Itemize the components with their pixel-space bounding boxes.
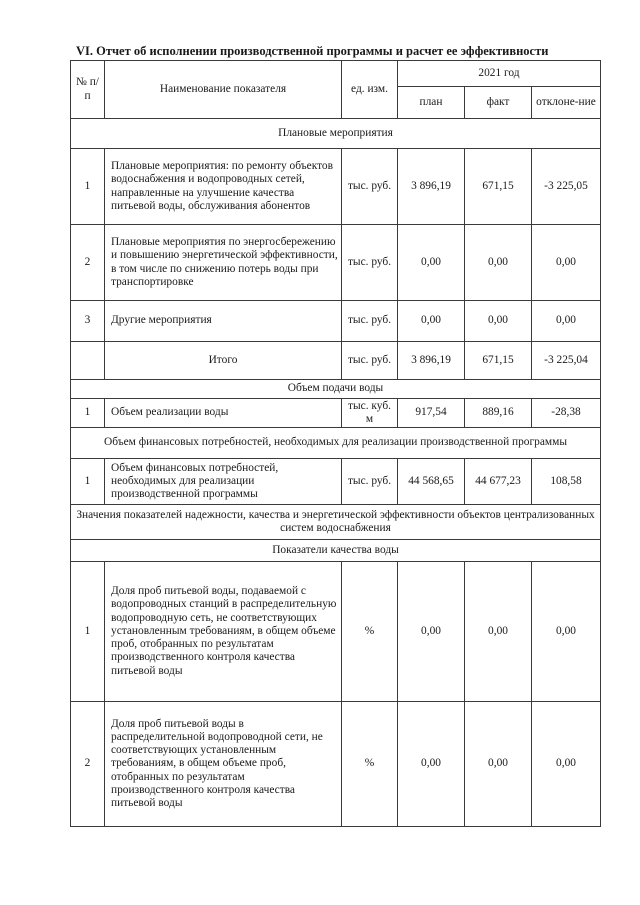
- row-name: Другие мероприятия: [105, 301, 342, 342]
- total-unit: тыс. руб.: [342, 342, 398, 380]
- row-fact: 889,16: [465, 399, 532, 428]
- total-plan: 3 896,19: [398, 342, 465, 380]
- row-plan: 0,00: [398, 702, 465, 827]
- row-unit: тыс. руб.: [342, 301, 398, 342]
- row-unit: тыс. руб.: [342, 459, 398, 505]
- report-table: [70, 60, 601, 827]
- section-title: Показатели качества воды: [71, 540, 601, 562]
- header-deviation: отклоне-ние: [532, 87, 601, 119]
- header-fact: факт: [465, 87, 532, 119]
- row-plan: 3 896,19: [398, 149, 465, 225]
- section-title: Значения показателей надежности, качества и энергетической эффективности объектов централизованных систем водоснабжения: [71, 505, 601, 540]
- row-plan: 0,00: [398, 301, 465, 342]
- header-plan: план: [398, 87, 465, 119]
- total-row: [71, 342, 601, 380]
- row-name: Доля проб питьевой воды, подаваемой с водопроводных станций в распределительную водопроводную сеть, не соответствующих установленным требованиям, в общем объеме проб, отобранных по результатам производственного контроля качества питьевой воды: [105, 562, 342, 702]
- table-row: [71, 149, 601, 225]
- row-fact: 0,00: [465, 702, 532, 827]
- row-deviation: 0,00: [532, 702, 601, 827]
- row-unit: %: [342, 702, 398, 827]
- row-num: 1: [71, 459, 105, 505]
- row-unit: тыс. руб.: [342, 149, 398, 225]
- row-deviation: 0,00: [532, 562, 601, 702]
- header-num: № п/п: [71, 61, 105, 119]
- row-num: 3: [71, 301, 105, 342]
- row-name: Плановые мероприятия: по ремонту объектов водоснабжения и водопроводных сетей, направленные на улучшение качества питьевой воды, обслуживания абонентов: [105, 149, 342, 225]
- row-name: Объем реализации воды: [105, 399, 342, 428]
- row-fact: 0,00: [465, 562, 532, 702]
- document-heading: VI. Отчет об исполнении производственной программы и расчет ее эффективности: [76, 44, 549, 58]
- row-unit: тыс. руб.: [342, 225, 398, 301]
- table-row: [71, 562, 601, 702]
- row-name: Доля проб питьевой воды в распределительной водопроводной сети, не соответствующих установленным требованиям, в общем объеме проб, отобранных по результатам производственного контроля качества питьевой воды: [105, 702, 342, 827]
- row-deviation: -28,38: [532, 399, 601, 428]
- row-name: Объем финансовых потребностей, необходимых для реализации производственной программы: [105, 459, 342, 505]
- row-num: 1: [71, 149, 105, 225]
- row-num: 1: [71, 399, 105, 428]
- row-deviation: 108,58: [532, 459, 601, 505]
- total-deviation: -3 225,04: [532, 342, 601, 380]
- table-row: [71, 225, 601, 301]
- total-num: [71, 342, 105, 380]
- row-deviation: 0,00: [532, 225, 601, 301]
- table-row: [71, 459, 601, 505]
- row-name: Плановые мероприятия по энергосбережению и повышению энергетической эффективности, в том числе по снижению потерь воды при транспортировке: [105, 225, 342, 301]
- row-num: 1: [71, 562, 105, 702]
- row-plan: 0,00: [398, 562, 465, 702]
- total-name: Итого: [105, 342, 342, 380]
- row-unit: тыс. куб. м: [342, 399, 398, 428]
- row-fact: 0,00: [465, 301, 532, 342]
- row-unit: %: [342, 562, 398, 702]
- row-plan: 0,00: [398, 225, 465, 301]
- header-unit: ед. изм.: [342, 61, 398, 119]
- section-title: Объем финансовых потребностей, необходимых для реализации производственной программы: [71, 428, 601, 459]
- row-num: 2: [71, 702, 105, 827]
- table-row: [71, 399, 601, 428]
- section-title: Объем подачи воды: [71, 380, 601, 399]
- row-fact: 44 677,23: [465, 459, 532, 505]
- row-fact: 0,00: [465, 225, 532, 301]
- table-row: [71, 301, 601, 342]
- section-title: Плановые мероприятия: [71, 119, 601, 149]
- header-name: Наименование показателя: [105, 61, 342, 119]
- row-plan: 44 568,65: [398, 459, 465, 505]
- header-year: 2021 год: [398, 61, 601, 87]
- row-deviation: 0,00: [532, 301, 601, 342]
- row-plan: 917,54: [398, 399, 465, 428]
- total-fact: 671,15: [465, 342, 532, 380]
- row-deviation: -3 225,05: [532, 149, 601, 225]
- table-row: [71, 702, 601, 827]
- row-fact: 671,15: [465, 149, 532, 225]
- row-num: 2: [71, 225, 105, 301]
